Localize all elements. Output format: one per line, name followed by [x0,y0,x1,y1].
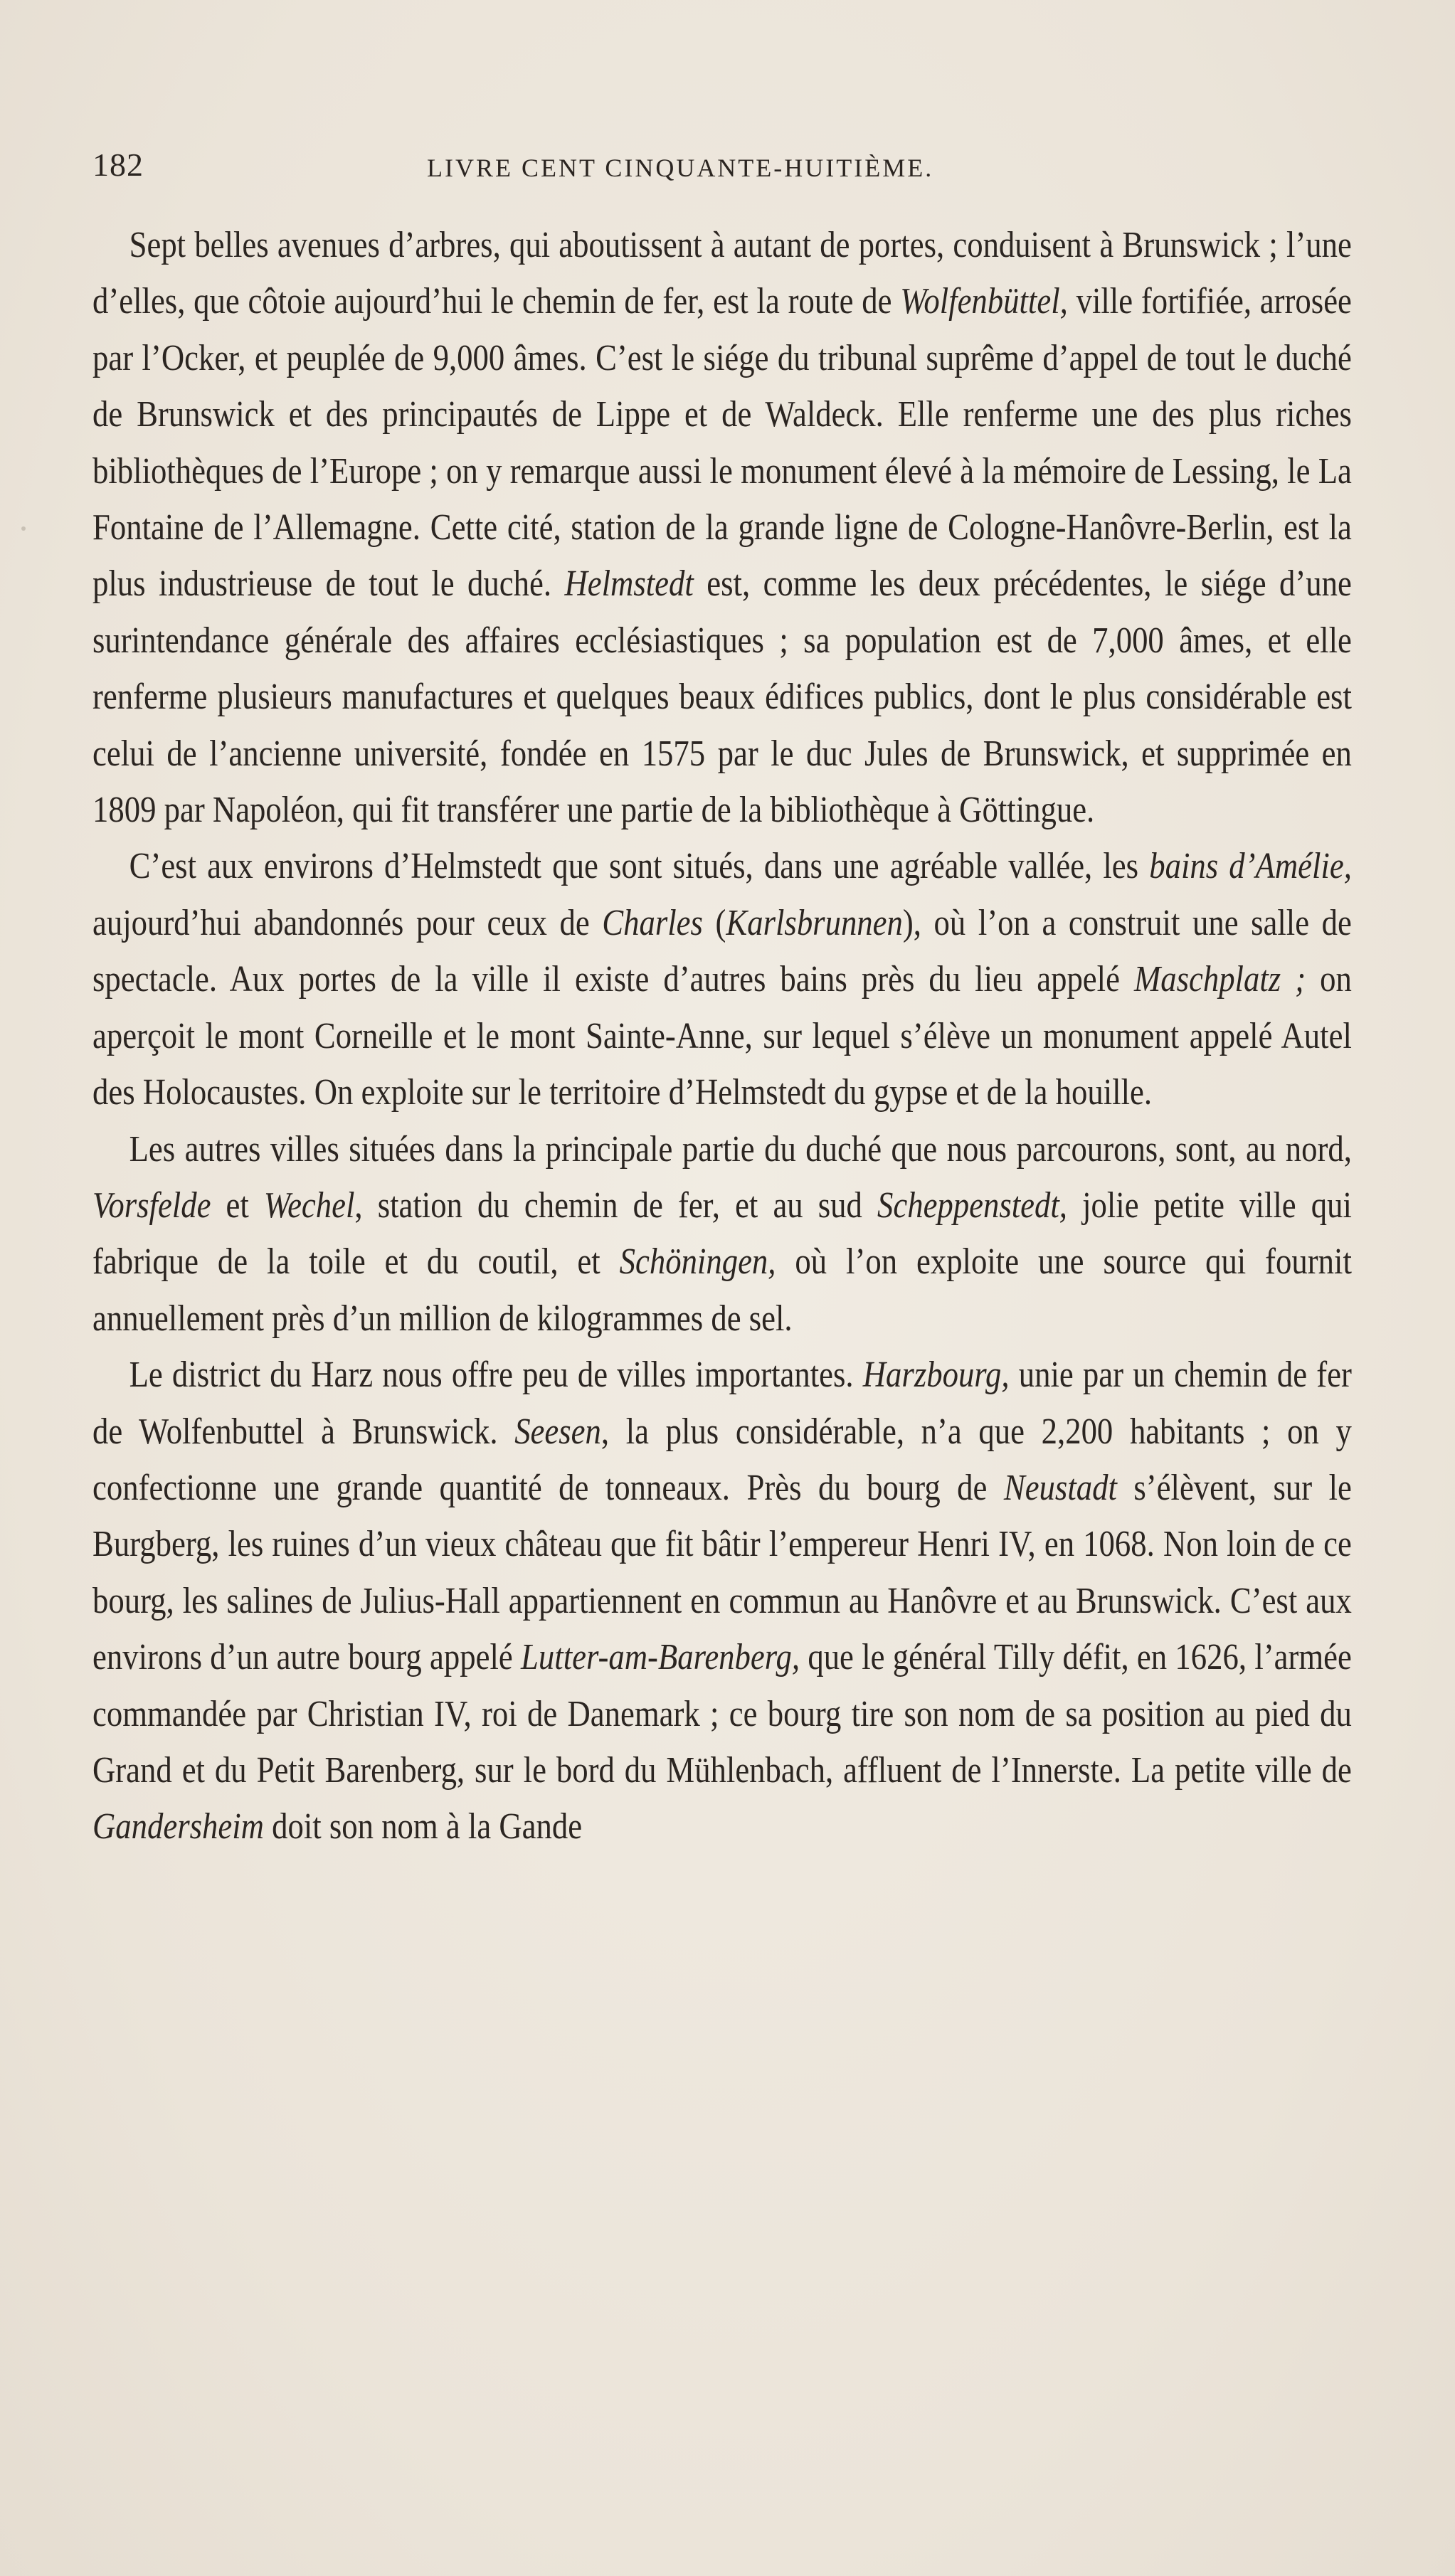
text-run: Le district du Harz nous offre peu de villes importantes. [129,1355,863,1396]
text-run: , la plus considérable, n’a que 2,200 habitants ; on y confectionne une grande quantité de tonneaux. Près du bourg de [92,1411,1352,1508]
text-run: on aperçoit le mont Corneille et le mont Sainte-Anne, sur lequel s’élève un monument appelé Autel des Holocaustes. On exploite sur le territoire d’Helmstedt du gypse et de la houille. [92,959,1352,1113]
text-run: doit son nom à la Gande [263,1806,583,1848]
italic-run: Karlsbrunnen [726,902,903,943]
text-run: ville fortifiée, arrosée par l’Ocker, et peuplée de 9,000 âmes. C’est le siége du tribunal suprême d’appel de tout le duché de Brunswick et des principautés de Lippe et de Waldeck. Elle renferme une des plus riches bibliothèques de l’Europe ; on y remarque aussi le monument élevé à la mémoire de Lessing, le La Fontaine de l’Allemagne. Cette cité, station de la grande ligne de Cologne-Hanôvre-Berlin, est la plus industrieuse de tout le duché. [92,281,1352,605]
italic-run: Maschplatz ; [1133,959,1306,1000]
page-header [92,146,1352,196]
text-run: aujourd’hui abandonnés pour ceux de [92,902,603,943]
body-text [92,217,1352,1855]
italic-run: Harzbourg, [862,1355,1010,1396]
italic-run: Wechel [263,1184,355,1226]
text-run: et [211,1184,264,1226]
text-run: est, comme les deux précédentes, le siége d’une surintendance générale des affaires ecclésiastiques ; sa population est de 7,000 âmes, et elle renferme plusieurs manufactures et quelques beaux édifices publics, dont le plus considérable est celui de l’ancienne université, fondée en 1575 par le duc Jules de Brunswick, et supprimée en 1809 par Napoléon, qui fit transférer une partie de la bibliothèque à Göttingue. [92,563,1352,831]
italic-run: Helmstedt [564,563,694,605]
text-run: , station du chemin de fer, et au sud [354,1184,878,1226]
italic-run: bains d’Amélie, [1149,846,1352,887]
italic-run: Scheppenstedt, [877,1184,1067,1226]
italic-run: Gandersheim [92,1806,264,1848]
italic-run: Schöningen, [619,1241,776,1283]
text-run: C’est aux environs d’Helmstedt que sont situés, dans une agréable vallée, les [129,846,1150,887]
italic-run: Vorsfelde [92,1184,211,1226]
text-run: Sept belles avenues d’arbres, qui aboutissent à autant de portes, conduisent à Brunswick ; l’une d’elles, que côtoie aujourd’hui le chemin de fer, est la route de [92,225,1352,322]
paragraph [92,1121,1352,1347]
italic-run: Wolfenbüttel, [900,281,1068,322]
text-run: jolie petite ville qui fabrique de la toile et du coutil, et [92,1184,1352,1283]
text-run: s’élèvent, sur le Burgberg, les ruines d’un vieux château que fit bâtir l’empereur Henri IV, en 1068. Non loin de ce bourg, les salines de Julius-Hall appartiennent en commun au Hanôvre et au Brunswick. C’est aux environs d’un autre bourg appelé [92,1467,1352,1678]
text-run: ), où l’on a construit une salle de spectacle. Aux portes de la ville il existe d’autres bains près du lieu appelé [92,902,1352,1000]
paragraph [92,838,1352,1120]
running-title: LIVRE CENT CINQUANTE-HUITIÈME. [427,154,934,182]
italic-run: Charles [602,902,703,943]
italic-run: Lutter-am-Barenberg, [521,1637,800,1678]
text-run: que le général Tilly défit, en 1626, l’armée commandée par Christian IV, roi de Danemark ; ce bourg tire son nom de sa position au pied du Grand et du Petit Barenberg, sur le bord du Mühlenbach, affluent de l’Innerste. La petite ville de [92,1637,1352,1791]
italic-run: Seesen [514,1411,601,1452]
paragraph [92,1347,1352,1855]
text-run: où l’on exploite une source qui fournit annuellement près d’un million de kilogrammes de sel. [92,1241,1352,1339]
italic-run: Neustadt [1003,1467,1117,1508]
text-run: unie par un chemin de fer de Wolfenbuttel à Brunswick. [92,1355,1352,1452]
paragraph [92,217,1352,838]
text-run: Les autres villes situées dans la principale partie du duché que nous parcourons, sont, au nord, [129,1128,1352,1170]
paper-speck [21,526,26,531]
page-number: 182 [92,147,144,183]
text-run: ( [702,902,726,943]
